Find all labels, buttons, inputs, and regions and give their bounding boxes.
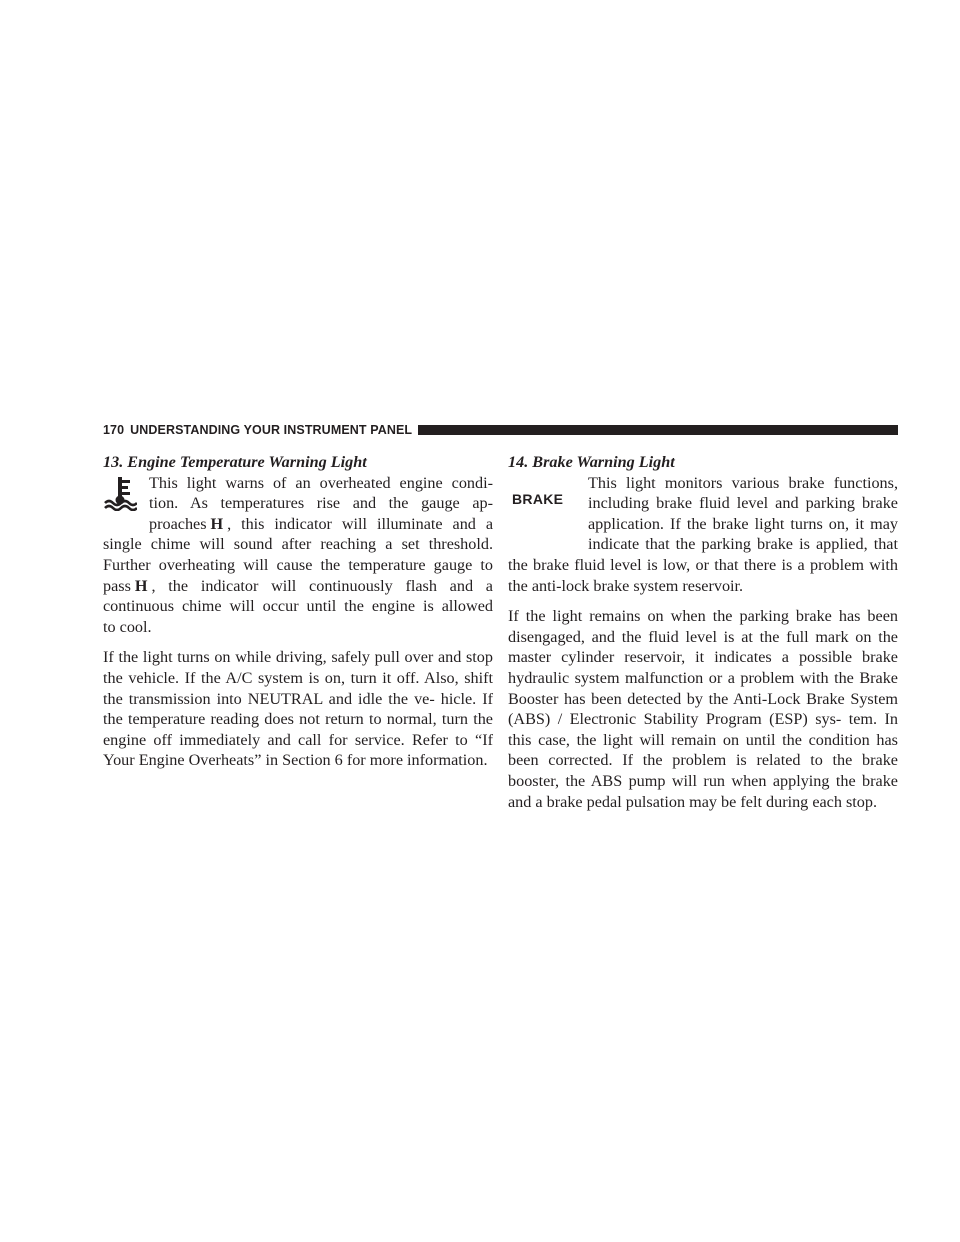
header-rule — [418, 425, 898, 435]
text-line: including brake fluid level and parking brake — [588, 494, 898, 513]
text-line: continuous chime will occur until the engine is allowed — [103, 597, 493, 616]
hot-symbol: H — [134, 576, 148, 595]
brake-warning-icon: BRAKE — [512, 490, 564, 507]
text-line: Further overheating will cause the temperature gauge to — [103, 555, 493, 574]
text-line: to cool. — [103, 617, 152, 636]
text-line: the anti-lock brake system reservoir. — [508, 576, 744, 595]
page-number: 170 — [103, 423, 125, 437]
text-line: pass H , the indicator will continuously flash and a — [103, 576, 493, 595]
text-line: single chime will sound after reaching a set threshold. — [103, 535, 493, 554]
text-line: indicate that the parking brake is applied, that — [588, 535, 898, 554]
right-column — [508, 452, 898, 812]
left-column — [103, 452, 493, 771]
section-13-heading: 13. Engine Temperature Warning Light — [103, 453, 367, 471]
text-line: This light monitors various brake functions, — [588, 473, 898, 492]
text-line: application. If the brake light turns on, it may — [588, 514, 898, 533]
text-line: the brake fluid level is low, or that there is a problem with — [508, 555, 898, 574]
page-header — [103, 423, 898, 437]
text-line: This light warns of an overheated engine condi- — [149, 473, 493, 492]
text-line: proaches H , this indicator will illuminate and a — [149, 514, 493, 533]
section-14-paragraph-1 — [508, 473, 898, 597]
section-13-paragraph-2: If the light turns on while driving, safely pull over and stop the vehicle. If the A/C system is on, turn it off. Also, shift the transmission into NEUTRAL and idle the ve- hicle. If the temperature reading does not return to normal, turn the engine off immediately and call for service. Refer to “If Your Engine Overheats” in Section 6 for more information. — [103, 648, 493, 770]
section-14-paragraph-2: If the light remains on when the parking brake has been disengaged, and the fluid level is at the full mark on the master cylinder reservoir, it indicates a possible brake hydraulic system malfunction or a problem with the Brake Booster has been detected by the Anti-Lock Brake System (ABS) / Electronic Stability Program (ESP) sys- tem. In this case, the light will remain on until the condition has been corrected. If the problem is related to the brake booster, the ABS pump will run when applying the brake and a brake pedal pulsation may be felt during each stop. — [508, 607, 898, 811]
section-13-paragraph-1 — [103, 473, 493, 638]
section-14-heading: 14. Brake Warning Light — [508, 453, 675, 471]
section-title: UNDERSTANDING YOUR INSTRUMENT PANEL — [130, 423, 413, 437]
text-line: tion. As temperatures rise and the gauge ap- — [149, 494, 493, 513]
hot-symbol: H — [210, 514, 224, 533]
